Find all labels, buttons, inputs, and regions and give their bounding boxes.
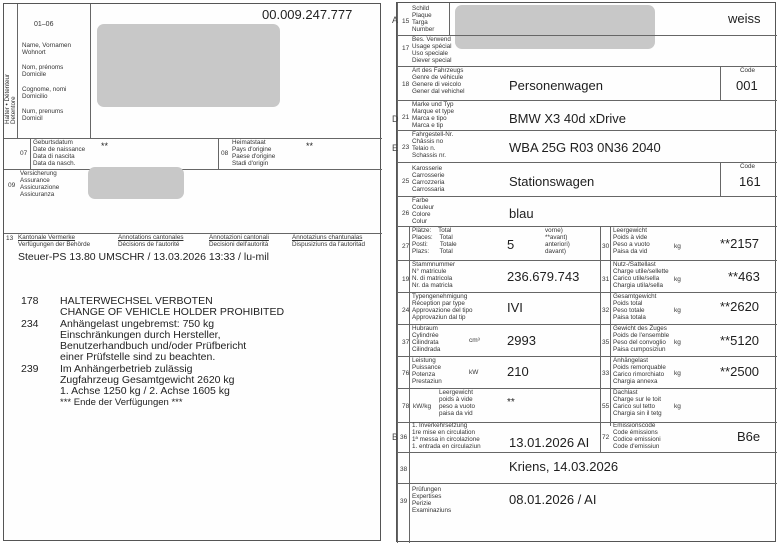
f13-label-fr: Annotations cantonales [118,234,184,241]
field-19-label: Stammnummer N° matricule N. di matricola Nr. da matricla [412,261,456,289]
field-31-value: **463 [728,269,760,284]
side-letter-b: B [392,432,399,442]
field-76-value: 210 [507,364,529,379]
field-33-unit: kg [674,370,681,377]
remark-239-line-2: Zugfahrzeug Gesamtgewicht 2620 kg [60,374,235,386]
field-31-label: Nutz-/Sattellast Charge utile/sellette Carico utile/sella Chargia utila/sella [613,261,669,289]
field-38-value: Kriens, 14.03.2026 [509,459,619,474]
insurance-redaction [88,167,184,199]
field-07-number: 07 [20,150,28,157]
field-26-value: blau [509,206,534,221]
field-24-value: IVI [507,300,523,315]
field-76-number: 76 [402,370,410,377]
field-36-divider [409,422,410,452]
field-36-value: 13.01.2026 AI [509,435,590,450]
remark-234-line-4: einer Prüfstelle sind zu beachten. [60,351,216,363]
field-72-label: Emissionscode Code émissions Codice emissioni Code d'emissiun [613,422,661,450]
remark-234-code: 234 [21,318,39,330]
field-30-value: **2157 [720,236,760,251]
field-35-label: Gewicht des Zuges Poids de l'ensemble Peso del convoglio Paisa cumposiziun [613,325,670,353]
field-37-value: 2993 [507,333,536,348]
field-num-divider [397,3,398,543]
field-33-number: 33 [602,370,610,377]
field-25-number: 25 [402,178,410,185]
remark-239-code: 239 [21,363,39,375]
name-label: Name, Vornamen Wohnort [22,42,72,56]
field-19-number: 19 [402,276,410,283]
remark-239-line-4: *** Ende der Verfügungen *** [60,397,183,408]
field-27-sub: vorne) **avant) anteriori) davant) [545,227,570,255]
field-55-label: Dachlast Charge sur le toit Carico sul tetto Chargia sin il tetg [613,389,662,417]
field-19-value: 236.679.743 [507,269,580,284]
field-35-unit: kg [674,339,681,346]
left-document-page [3,3,381,541]
field-30-unit: kg [674,243,681,250]
f13-sublabel-it: Decisioni dell'autorità [209,241,269,248]
side-letter-d: D [392,114,399,124]
field-30-label: Leergewicht Poids à vide Peso a vuoto Paisa da vid [613,227,650,255]
remark-234-line-3: Benutzerhandbuch und/oder Prüfbericht [60,340,247,352]
field-07-value: ** [101,141,109,151]
row-divider-37 [397,324,777,325]
holder-name-redaction [97,24,280,107]
field-36-label: 1. Inverkehrsetzung 1re mise en circulation 1ª messa in circolazione 1. entrada en circulaziun [412,422,481,450]
code-header-18: Code [740,67,756,74]
field-32-value: **2620 [720,299,760,314]
field-07-label: Geburtsdatum Date de naissance Data di nascita Data da nasch. [33,139,86,167]
field-08-number: 08 [221,150,229,157]
field-32-unit: kg [674,307,681,314]
top-code: 01–06 [34,21,54,28]
field-78-number: 78 [402,403,410,410]
field-76-label: Leistung Puissance Potenza Prestaziun [412,357,442,385]
field-25-code: 161 [739,174,761,189]
field-31-unit: kg [674,276,681,283]
f13-value: Steuer-PS 13.80 UMSCHR / 13.03.2026 13:33 / lu-mil [18,251,269,263]
holder-side-label: Halter • Détenteur Detentore [4,73,17,124]
field-32-label: Gesamtgewicht Poids total Peso totale Paisa totala [613,293,657,321]
field-24-label: Typengenehmigung Réception par type Approvazione del tipo Approvaziun dal tip [412,293,473,321]
field-18-number: 18 [402,81,410,88]
field-39-number: 39 [400,498,408,505]
field-25-label: Karosserie Carrosserie Carrozzeria Carrossaria [412,165,445,193]
field-09-number: 09 [8,182,16,189]
field-35-value: **5120 [720,333,760,348]
field-08-label: Heimatstaat Pays d'origine Paese d'origine Stadi d'origin [232,139,276,167]
field-78-sublabel: Leergewicht poids à vide peso a vuoto paisa da vid [439,389,476,417]
remark-178-line-1: HALTERWECHSEL VERBOTEN [60,295,213,307]
remark-239-line-1: Im Anhängerbetrieb zulässig [60,363,193,375]
field-25-value: Stationswagen [509,174,595,189]
field-24-number: 24 [402,307,410,314]
field-18-value: Personenwagen [509,78,603,93]
field-27-number: 27 [402,243,410,250]
field-72-value: B6e [737,429,761,444]
field-39-value: 08.01.2026 / AI [509,492,597,507]
field-72-number: 72 [602,434,610,441]
field-30-number: 30 [602,243,610,250]
cognome-label: Cognome, nomi Domicilio [22,86,67,100]
field-15-value: weiss [728,11,761,26]
field-08-value: ** [306,141,314,151]
remark-234-line-2: Einschränkungen durch Hersteller, [60,329,221,341]
document-number: 00.009.247.777 [262,7,353,22]
field-27-value: 5 [507,237,515,252]
f13-sublabel-de: Verfügungen der Behörde [18,241,91,248]
code-header-25: Code [740,163,756,170]
field-17-label: Bes. Verwend Usage spécial Uso speciale Diever special [412,36,452,64]
f13-label-rm: Annotaziuns chantunalas [292,234,363,241]
field-17-number: 17 [402,45,410,52]
holder-column-divider [17,4,18,139]
right-document-page [392,2,776,542]
field-78-value: ** [507,397,515,408]
field-07-divider [30,138,31,169]
field-32-number: 32 [602,307,610,314]
field-13-number: 13 [6,235,14,242]
plate-redaction [455,5,655,49]
f13-label-it: Annotazioni cantonali [209,234,269,241]
field-15-label: Schild Plaque Targa Number [412,5,435,33]
right-label-divider [610,226,611,426]
field-39-label: Prüfungen Expertises Perizie Examinaziuns [412,486,452,514]
row-divider-39 [397,483,777,484]
remark-178-code: 178 [21,295,39,307]
row-divider-09 [4,169,382,170]
row-15-divider [449,3,450,35]
holder-fields-divider [90,4,91,139]
field-37-number: 37 [402,339,410,346]
row-divider-38 [397,452,777,453]
field-78-label: kW/kg [413,403,432,410]
code-column-divider-18 [720,66,721,100]
row-divider-26 [397,196,777,197]
mid-column-divider [600,226,601,426]
field-76-unit: kW [469,369,479,376]
f13-sublabel-fr: Décisions de l'autorité [118,241,180,248]
field-08-divider [218,138,219,169]
row-divider-76 [397,356,777,357]
field-37-label: Hubraum Cylindrée Cilindrata Cilindrada [412,325,441,353]
field-23-label: Fahrgestell-Nr. Châssis no Telaio n. Schassis nr. [412,131,454,159]
field-55-unit: kg [674,403,681,410]
field-33-value: **2500 [720,364,760,379]
row-divider-17 [397,35,777,36]
row-divider-23 [397,130,777,131]
field-21-label: Marke und Typ Marque et type Marca e tipo Marca e tip [412,101,455,129]
field-36-number: 36 [400,434,408,441]
remark-234-line-1: Anhängelast ungebremst: 750 kg [60,318,215,330]
num-label: Num, prenums Domicil [22,108,64,122]
field-27-label: Plätze: Total Places: Total Posti: Totale Plazs: Total [412,227,457,255]
field-31-number: 31 [602,276,610,283]
remark-178-line-2: CHANGE OF VEHICLE HOLDER PROHIBITED [60,306,285,318]
field-26-number: 26 [402,210,410,217]
field-21-number: 21 [402,114,410,121]
left-label-divider [409,226,410,426]
side-letter-e: E [392,143,399,153]
side-letter-a: A [392,15,399,25]
remark-239-line-3: 1. Achse 1250 kg / 2. Achse 1605 kg [60,385,230,397]
field-72-divider [600,422,601,452]
field-23-value: WBA 25G R03 0N36 2040 [509,140,661,155]
field-55-number: 55 [602,403,610,410]
field-35-number: 35 [602,339,610,346]
field-21-value: BMW X3 40d xDrive [509,111,627,126]
field-18-code: 001 [736,78,758,93]
field-38-divider [409,452,410,543]
field-15-number: 15 [402,18,410,25]
f13-label-de: Kantonale Vermerke [18,234,76,241]
field-23-number: 23 [402,144,410,151]
field-33-label: Anhängelast Poids remorquable Carico rimorchiato Chargia annexa [613,357,666,385]
f13-sublabel-rm: Dispusiziuns da l'autoritad [292,241,365,248]
field-09-label: Versicherung Assurance Assicurazione Assicuranza [20,170,60,198]
field-38-number: 38 [400,466,408,473]
field-26-label: Farbe Couleur Colore Colur [412,197,435,225]
field-18-label: Art des Fahrzeugs Genre de véhicule Genere di veicolo Gener dal vehichel [412,67,465,95]
code-column-divider-25 [720,162,721,196]
field-37-unit: cm³ [469,337,480,344]
nom-label: Nom, prénoms Domicile [22,64,64,78]
